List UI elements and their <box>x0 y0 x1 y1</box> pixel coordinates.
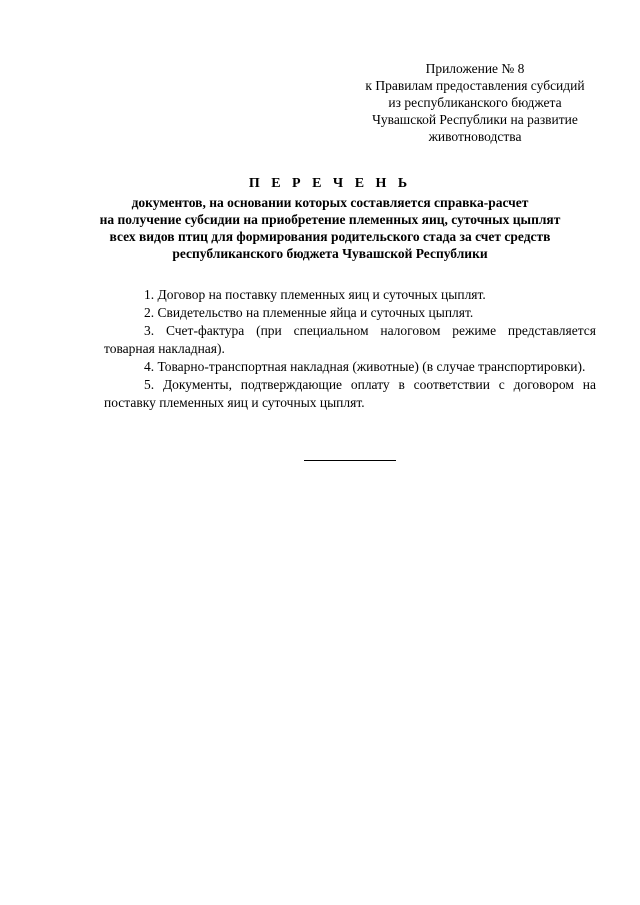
heading-line-2: на получение субсидии на приобретение племенных яиц, суточных цыплят <box>99 212 561 227</box>
heading-line-1: документов, на основании которых составляется справка-расчет <box>131 195 529 210</box>
heading-line-3: всех видов птиц для формирования родительского стада за счет средств <box>109 229 551 244</box>
appendix-block <box>340 60 610 145</box>
list-item: 2. Свидетельство на племенные яйца и суточных цыплят. <box>144 305 474 320</box>
document-list <box>104 286 596 412</box>
appendix-line-rules: к Правилам предоставления субсидий <box>365 78 585 93</box>
list-item: 4. Товарно-транспортная накладная (животные) (в случае транспортировки). <box>144 359 586 374</box>
closing-divider <box>304 460 396 461</box>
appendix-number: Приложение № 8 <box>425 61 525 76</box>
list-item: 3. Счет-фактура (при специальном налоговом режиме представляется товарная накладная). <box>104 323 596 356</box>
document-title: П Е Р Е Ч Е Н Ь <box>248 176 412 191</box>
document-heading <box>60 175 600 262</box>
heading-line-4: республиканского бюджета Чувашской Республики <box>172 246 488 261</box>
appendix-line-budget: из республиканского бюджета <box>388 95 562 110</box>
appendix-line-livestock: животноводства <box>428 129 522 144</box>
list-item: 5. Документы, подтверждающие оплату в соответствии с договором на поставку племенных яиц и суточных цыплят. <box>104 377 596 410</box>
list-item: 1. Договор на поставку племенных яиц и суточных цыплят. <box>144 287 486 302</box>
appendix-line-republic: Чувашской Республики на развитие <box>372 112 578 127</box>
